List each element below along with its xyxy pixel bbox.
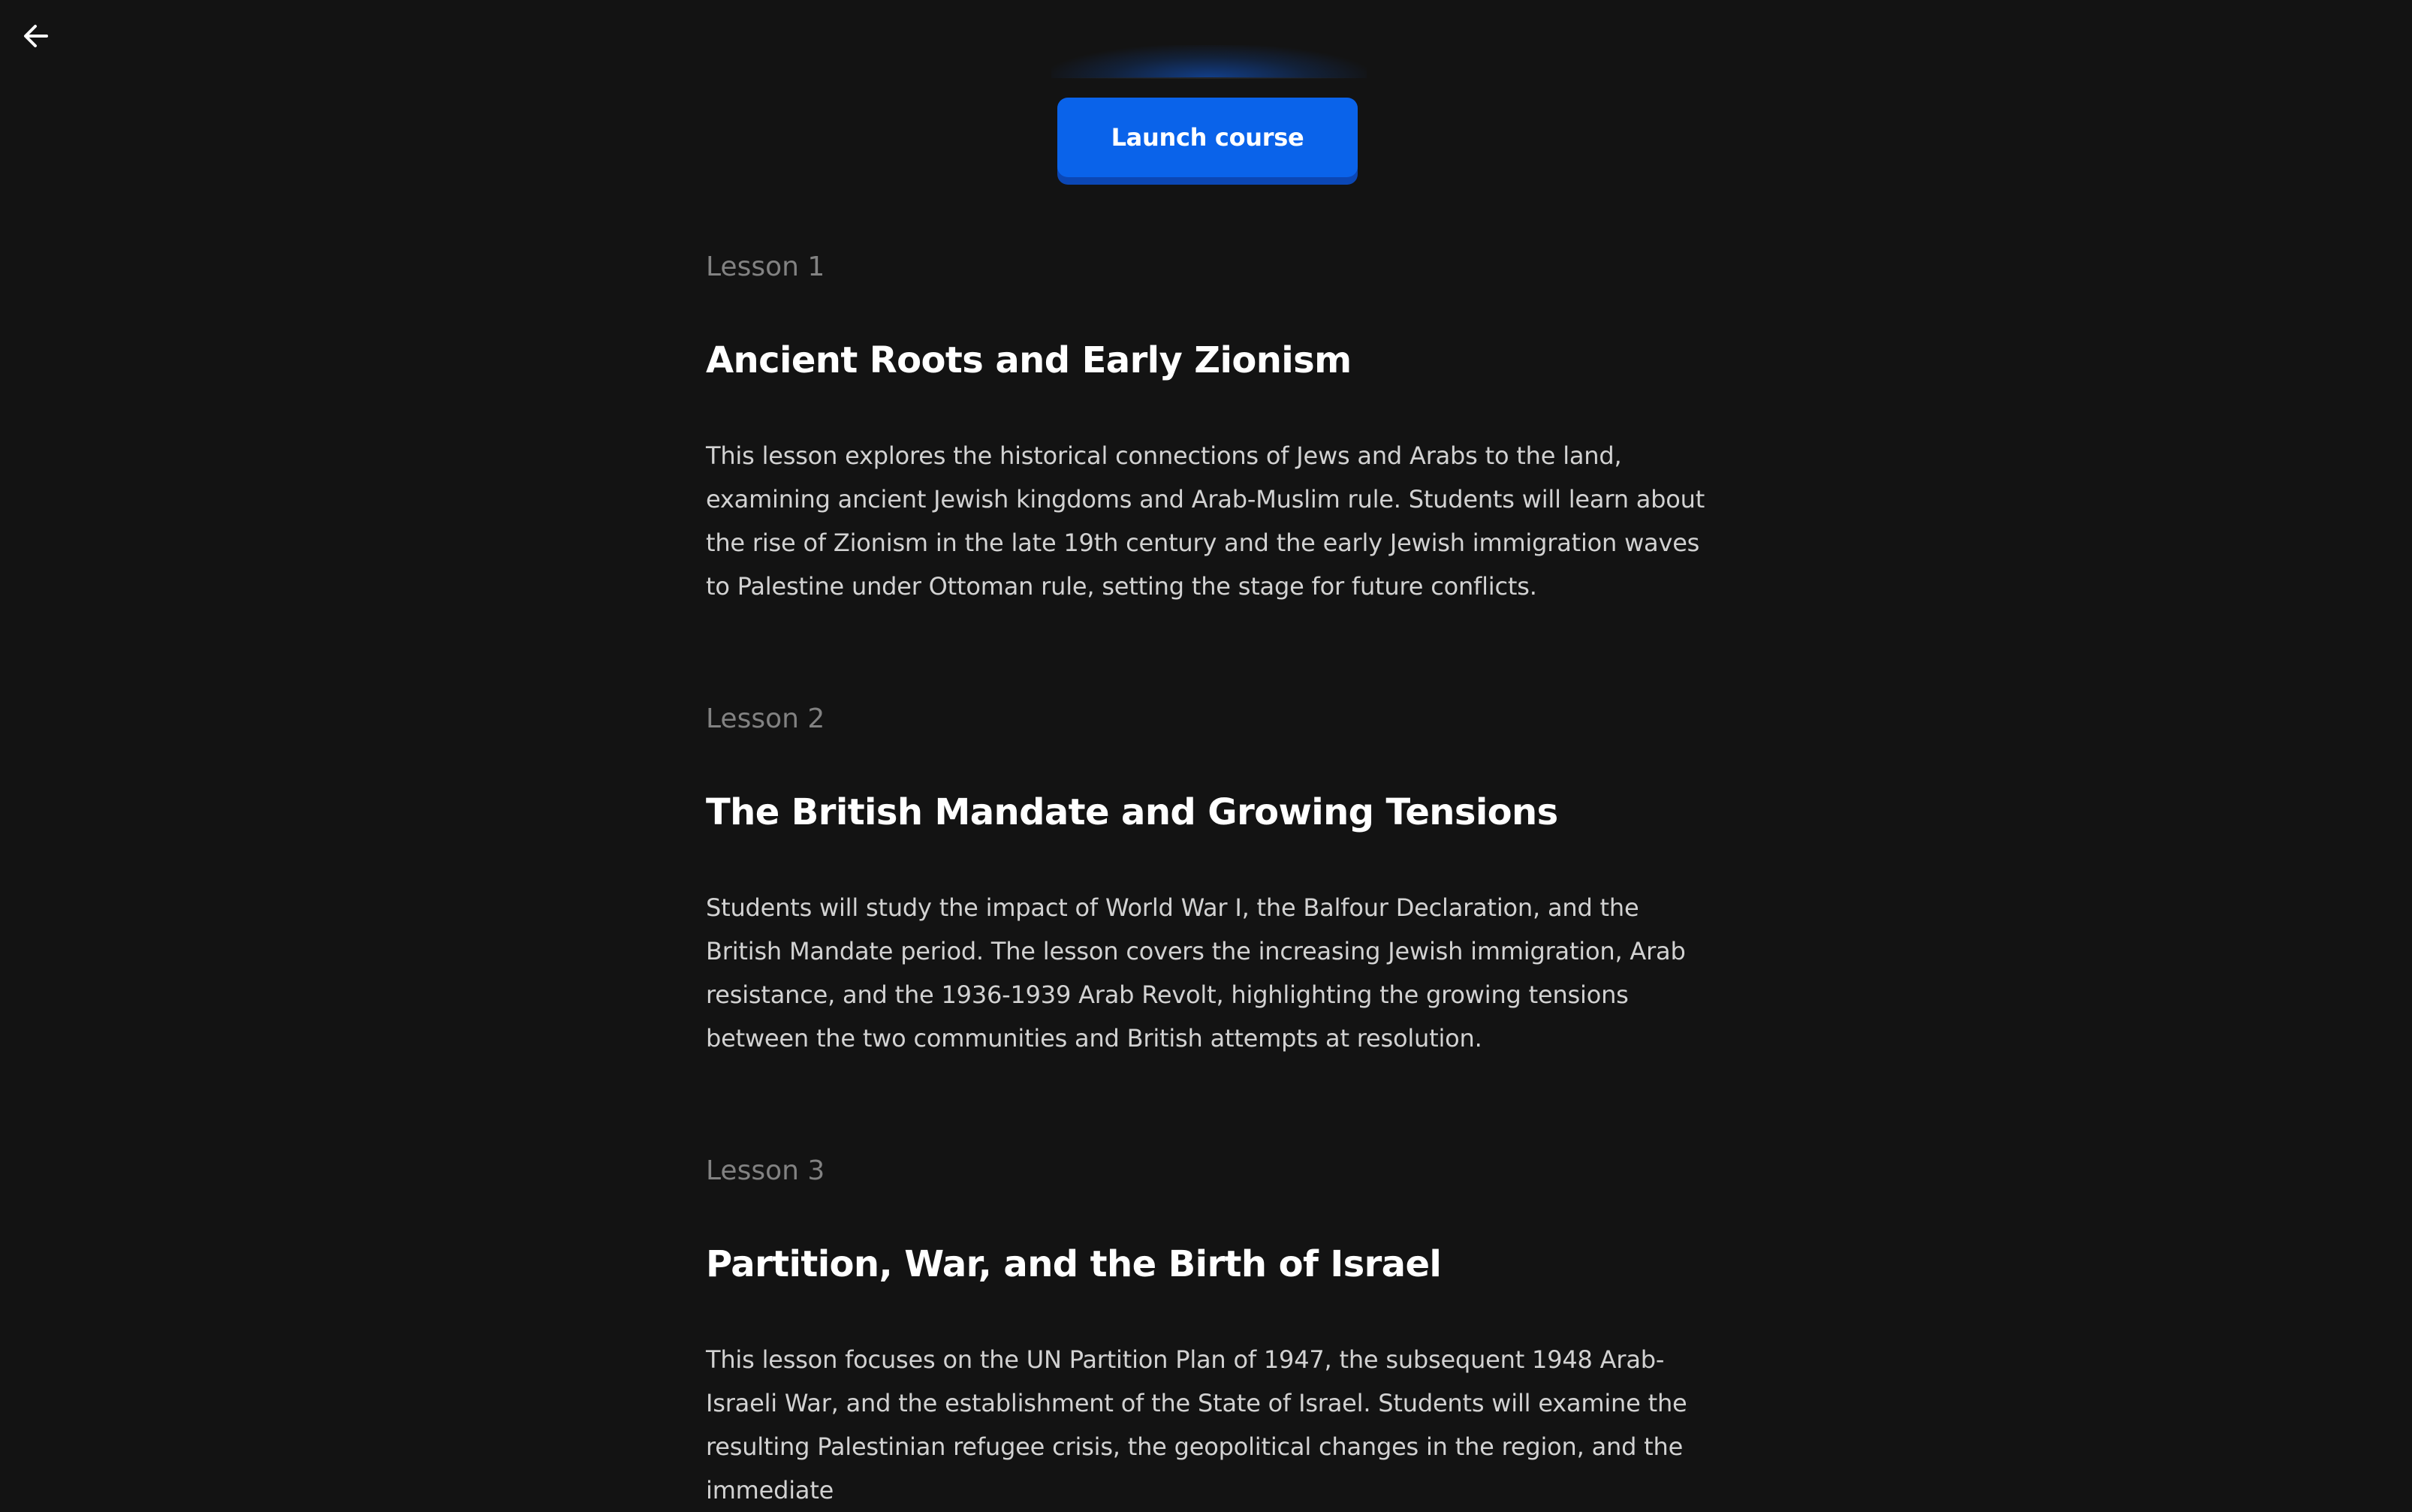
lesson-title: Partition, War, and the Birth of Israel xyxy=(706,1243,1442,1285)
launch-course-button[interactable]: Launch course xyxy=(1057,98,1358,177)
header-glow xyxy=(1051,45,1367,78)
lesson-label: Lesson 3 xyxy=(706,1155,825,1186)
lesson-label: Lesson 2 xyxy=(706,703,825,734)
lesson-title: Ancient Roots and Early Zionism xyxy=(706,339,1352,381)
lesson-description: Students will study the impact of World War I, the Balfour Declaration, and the British Mandate period. The lesson covers the increasing Jewish immigration, Arab resistance, and the 1936-1939 Arab Revolt, highlighting the growing tensions between the two communities and British attempts at resolution. xyxy=(706,893,1686,1053)
arrow-left-icon xyxy=(21,21,51,51)
lesson-label: Lesson 1 xyxy=(706,251,825,282)
back-button[interactable] xyxy=(17,17,56,56)
header-divider xyxy=(1059,77,1359,79)
lesson-title: The British Mandate and Growing Tensions xyxy=(706,791,1558,833)
lesson-description: This lesson focuses on the UN Partition Plan of 1947, the subsequent 1948 Arab-Israeli War, and the establishment of the State of Israel. Students will examine the resulting Palestinian refugee crisis, the geopolitical changes in the region, and the immediate xyxy=(706,1345,1687,1504)
lesson-description: This lesson explores the historical connections of Jews and Arabs to the land, examining ancient Jewish kingdoms and Arab-Muslim rule. Students will learn about the rise of Zionism in the late 19th century and the early Jewish immigration waves to Palestine under Ottoman rule, setting the stage for future conflicts. xyxy=(706,441,1705,601)
